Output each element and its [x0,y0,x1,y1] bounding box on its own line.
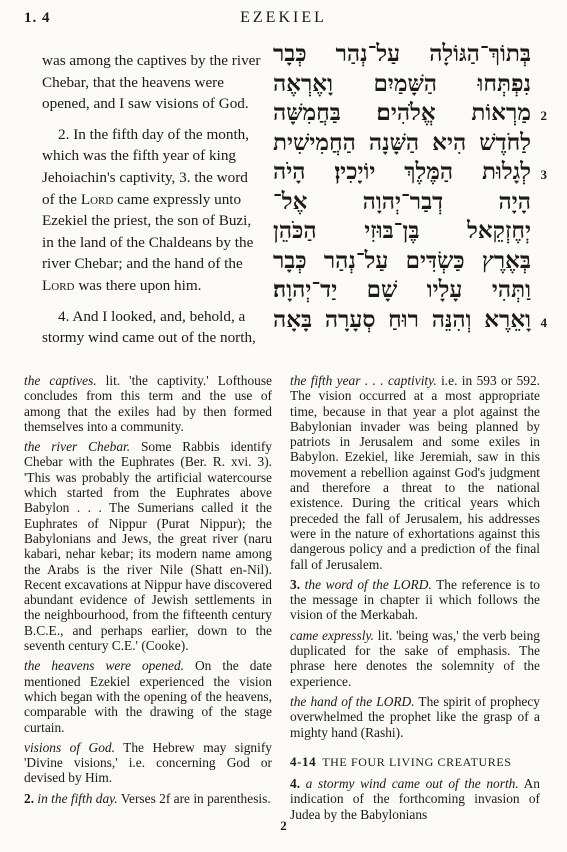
hebrew-line: בְּתוֹךְ־הַגּוֹלָה עַל־נְהַר כְּבָר [273,41,531,66]
english-text-column [42,50,264,349]
verse-text: the word of the [42,168,248,208]
note-lemma: visions of God. [24,739,115,755]
note-lemma: a stormy wind came out of the north. [300,776,519,792]
commentary-note [290,694,540,740]
commentary-note [24,658,272,734]
section-title: THE FOUR LIVING CREATURES [322,754,512,769]
hebrew-verse-number: 2 [540,108,547,123]
verse-text: In the fifth day of the month, which was the fifth year of king Jehoiachin's captivity, [42,125,250,186]
note-text: On the date mentioned Ezekiel experienced the vision which began with the opening of the heavens, comparable with the drawing of the stage curtain. [24,658,272,735]
note-lemma: in the fifth day. [34,790,118,806]
english-verse-1-continued: was among the captives by the river Chebar, that the heavens were opened, and I saw visions of God. [42,52,261,113]
note-text: The reference is to the message in chapter ii which follows the vision of the Merkabah. [290,576,540,623]
hebrew-line: נִפְתְּחוּ הַשָּׁמַיִם וָאֶרְאֶה [273,70,531,96]
hebrew-verse-number: 3 [540,167,547,182]
commentary-note [24,439,272,653]
verse-text: came expressly unto Ezekiel the priest, the son of Buzi, in the land of the Chaldeans by the river Chebar; and the hand of the [42,190,254,273]
commentary-note [24,373,272,434]
hebrew-verse-number: 4 [540,314,547,330]
commentary-right-column [290,373,540,827]
note-verse-number: 3. [290,576,301,592]
note-lemma: the word of the LORD. [300,576,432,592]
divine-name: Lord [42,276,75,294]
note-text: An indication of the forthcoming invasion of Judea by the Babylonians [290,776,540,822]
note-text: Some Rabbis identify Chebar with the Euphrates (Ber. R. xvi. 3). 'This was probably the artificial watercourse which started from the Euphrates above Babylon . . . The Sumerians called it the Euphrates of Nippur (Purat Nippur); the Babylonians and Jews, the great river (naru kabari, nehar kebar; its modern name among the Arabs is the river Nile (Shatt en-Nil). Recent excavations at Nippur have discovered abundant evidence of Jewish settlements in the neighbourhood, from the fifteenth century B.C.E., and perhaps earlier, down to the seventh century C.E.' (Cooke). [24,439,273,654]
note-text: i.e. in 593 or 592. The vision occurred at a most appropriate time, because in that year a plot against the Babylonian invader was being planned by patriots in Jerusalem and some exiles in Babylon. Ezekiel, like Jeremiah, saw in this movement a rebellion against God's judgment and therefore a threat to the national existence. During the critical years which preceded the fall of Jerusalem, his addresses were in the nature of exhortations against this dangerous policy and a prediction of the final fall of Jerusalem. [290,373,540,572]
commentary-left-column [24,373,272,811]
hebrew-text-column [273,39,547,334]
note-text: lit. 'the captivity.' Lofthouse concludes from this term and the use of among that the exiles had by then formed themselves into a community. [24,373,272,434]
commentary-note [290,373,540,572]
note-lemma: the captives. [24,373,97,388]
note-text: The spirit of prophecy overwhelmed the prophet like the grasp of a mighty hand (Rashi). [290,693,540,740]
note-text: The Hebrew may signify 'Divine visions,' i.e. concerning God or devised by Him. [24,739,273,786]
divine-name: Lord [80,190,114,208]
commentary-note [290,776,540,822]
verse-number: 3. [175,168,191,186]
note-lemma: the fifth year . . . captivity. [290,373,437,388]
verse-number: 2. [58,125,70,143]
verse-text: was there upon him. [74,276,202,294]
verse-number: 4. [58,307,70,325]
hebrew-line: וַתְּהִי עָלָיו שָׁם יַד־יְהוָה׃ [273,277,531,302]
note-text: lit. 'being was,' the verb being duplicated for the sake of emphasis. The phrase here denotes the solemnity of the experience. [290,627,540,689]
note-verse-number: 2. [24,790,35,806]
note-lemma: the heavens were opened. [24,658,184,674]
note-text: Verses 2f are in parenthesis. [117,790,271,806]
note-lemma: came expressly. [290,627,374,643]
hebrew-line: לַחֹדֶשׁ הִיא הַשָּׁנָה הַחֲמִישִׁית [273,129,531,155]
verse-text: And I looked, and, behold, a stormy wind came out of the north, [42,307,256,347]
note-lemma: the river Chebar. [24,439,131,455]
note-verse-number: 4. [290,776,301,792]
hebrew-line: 3 לְגָלוּת הַמֶּלֶךְ יוֹיָכִין׃ הָיֹה [273,157,531,187]
book-title: EZEKIEL [240,9,327,26]
section-range: 4-14 [290,753,317,769]
commentary-note [290,577,540,623]
chapter-verse-ref: 1. 4 [24,10,51,26]
english-verses-2-3 [42,124,264,297]
note-lemma: the hand of the LORD. [290,693,415,709]
english-verse-4 [42,306,264,349]
hebrew-line: בְּאֶרֶץ כַּשְׂדִּים עַל־נְהַר כְּבָר [273,247,531,273]
section-heading [290,754,540,770]
hebrew-line: הָיָה דְבַר־יְהוָה אֶל־ [273,188,531,214]
commentary-note [290,628,540,689]
hebrew-line: 4 וָאֵרֶא וְהִנֵּה רוּחַ סְעָרָה בָּאָה [273,305,531,335]
commentary-note [24,791,272,806]
commentary-note [24,740,272,786]
page-number: 2 [280,818,287,833]
hebrew-line: יְחֶזְקֵאל בֶּן־בּוּזִי הַכֹּהֵן [273,218,531,243]
hebrew-line: 2 מַרְאוֹת אֱלֹהִים׃ בַּחֲמִשָּׁה [273,98,531,128]
